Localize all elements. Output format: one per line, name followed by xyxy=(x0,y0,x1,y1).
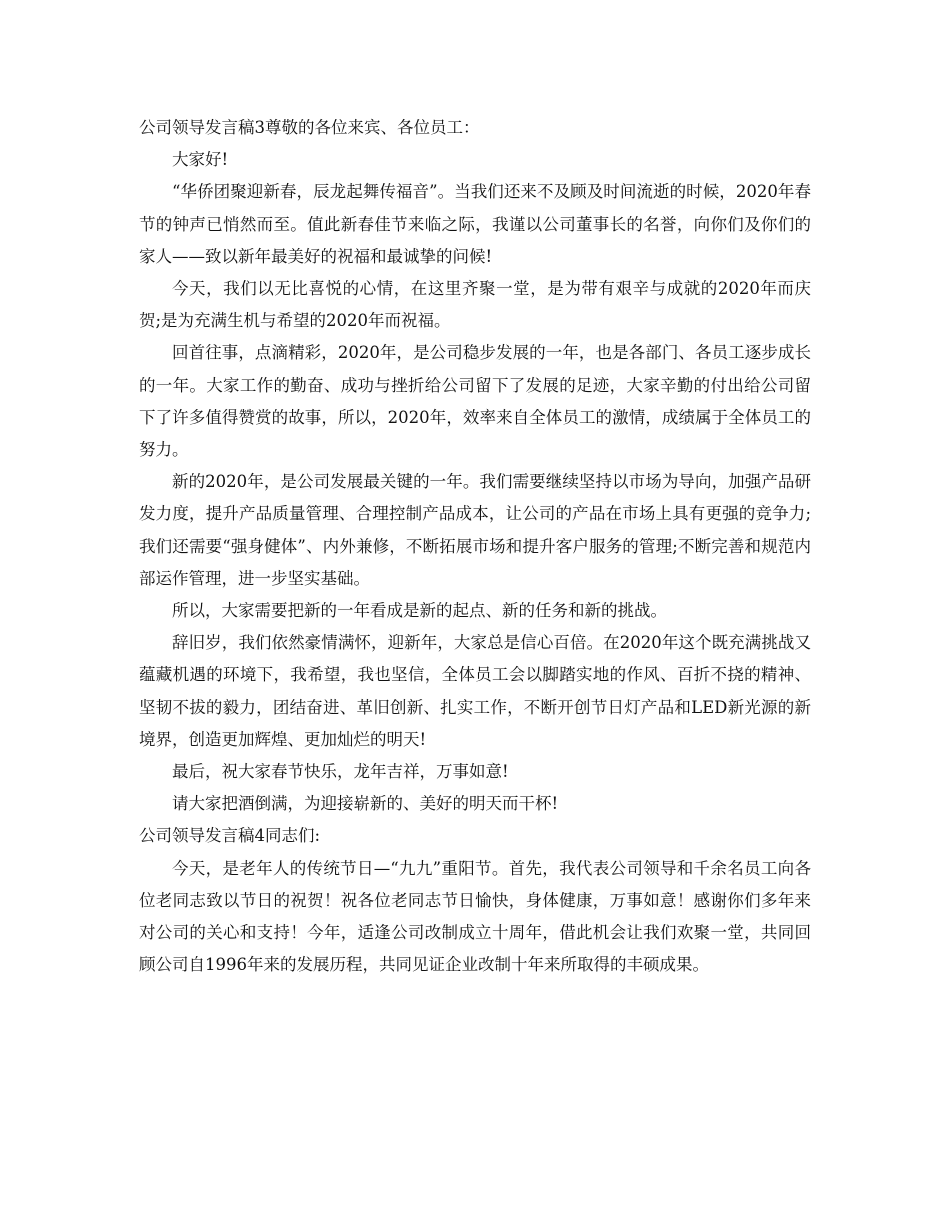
section-heading-speech-3: 公司领导发言稿3尊敬的各位来宾、各位员工： xyxy=(139,118,480,137)
paragraph-new-year-blessing: “华侨团聚迎新春，辰龙起舞传福音”。当我们还来不及顾及时间流逝的时候，2020年春节的钟声已悄然而至。值此新春佳节来临之际，我谨以公司董事长的名誉，向你们及你们的家人——致以新年最美好的祝福和最诚挚的问候! xyxy=(139,182,811,266)
paragraph-new-start: 所以，大家需要把新的一年看成是新的起点、新的任务和新的挑战。 xyxy=(172,601,667,621)
section-heading-speech-4: 公司领导发言稿4同志们: xyxy=(139,826,321,846)
paragraph-celebration: 今天，我们以无比喜悦的心情，在这里齐聚一堂，是为带有艰辛与成就的2020年而庆贺;是为充满生机与希望的2020年而祝福。 xyxy=(139,279,811,331)
paragraph-toast: 请大家把酒倒满，为迎接崭新的、美好的明天而干杯! xyxy=(172,794,559,814)
paragraph-wishes: 最后，祝大家春节快乐，龙年吉祥，万事如意! xyxy=(172,762,509,782)
paragraph-confidence: 辞旧岁，我们依然豪情满怀，迎新年，大家总是信心百倍。在2020年这个既充满挑战又蕴藏机遇的环境下，我希望，我也坚信，全体员工会以脚踏实地的作风、百折不挠的精神、坚韧不拔的毅力，团结奋进、革旧创新、扎实工作，不断开创节日灯产品和LED新光源的新境界，创造更加辉煌、更加灿烂的明天! xyxy=(139,633,811,749)
document-body xyxy=(139,112,811,981)
paragraph-review: 回首往事，点滴精彩，2020年，是公司稳步发展的一年，也是各部门、各员工逐步成长的一年。大家工作的勤奋、成功与挫折给公司留下了发展的足迹，大家辛勤的付出给公司留下了许多值得赞赏的故事，所以，2020年，效率来自全体员工的激情，成绩属于全体员工的努力。 xyxy=(139,343,811,460)
paragraph-greeting: 大家好! xyxy=(172,150,229,170)
paragraph-double-ninth: 今天，是老年人的传统节日—“九九”重阳节。首先，我代表公司领导和千余名员工向各位老同志致以节日的祝贺！祝各位老同志节日愉快，身体健康，万事如意！感谢你们多年来对公司的关心和支持！今年，适逢公司改制成立十周年，借此机会让我们欢聚一堂，共同回顾公司自1996年来的发展历程，共同见证企业改制十年来所取得的丰硕成果。 xyxy=(139,858,811,975)
paragraph-plan: 新的2020年，是公司发展最关键的一年。我们需要继续坚持以市场为导向，加强产品研发力度，提升产品质量管理、合理控制产品成本，让公司的产品在市场上具有更强的竞争力;我们还需要“强身健体”、内外兼修，不断拓展市场和提升客户服务的管理;不断完善和规范内部运作管理，进一步坚实基础。 xyxy=(139,472,811,588)
